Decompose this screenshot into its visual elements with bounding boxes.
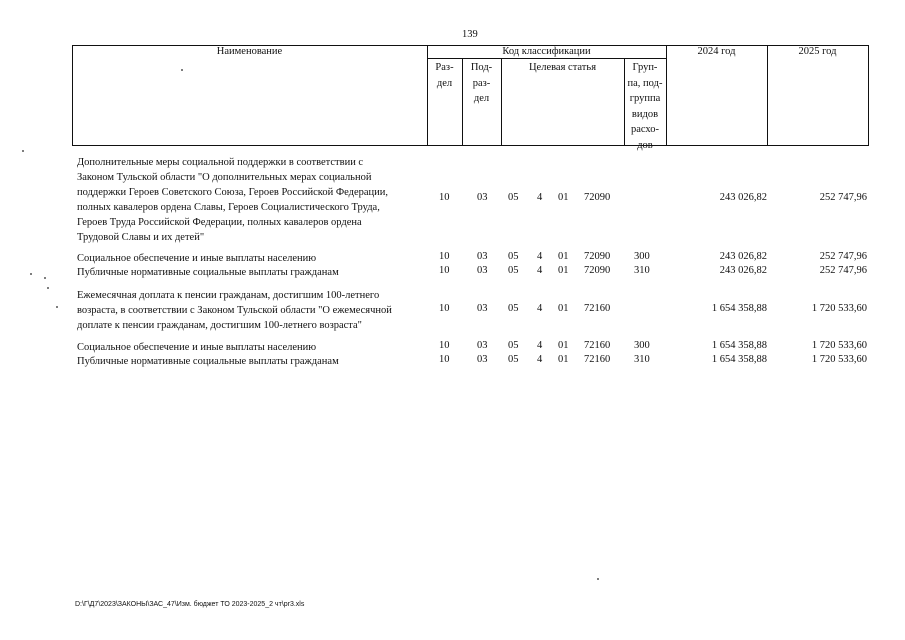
row-2024: 243 026,82	[719, 192, 767, 203]
row-target-4: 72090	[584, 192, 611, 203]
row-2025: 1 720 533,60	[811, 354, 867, 365]
row-name: Дополнительные меры социальной поддержки в соответствии с Законом Тульской области "О дополнительных мерах социальной поддержки Героев Советского Союза, Героев Российской Федерации, полных кавалеров ордена Славы, Героев Социалистического Труда, Героев Труда Российской Федерации, полных кавалеров ордена Трудовой Славы и их детей"	[77, 157, 389, 243]
header-podrazdel: Под- раз- дел	[470, 62, 493, 104]
row-group: 300	[634, 340, 650, 351]
row-name: Социальное обеспечение и иные выплаты населению	[77, 342, 317, 353]
row-razdel: 10	[439, 303, 450, 314]
row-2025: 252 747,96	[819, 192, 867, 203]
row-razdel: 10	[439, 192, 450, 203]
row-razdel: 10	[439, 354, 450, 365]
row-target-1: 05	[508, 303, 519, 314]
row-target-4: 72160	[584, 303, 611, 314]
row-target-3: 01	[558, 265, 569, 276]
row-name: Социальное обеспечение и иные выплаты населению	[77, 253, 317, 264]
row-target-1: 05	[508, 251, 519, 262]
row-target-2: 4	[537, 340, 543, 351]
header-code: Код классификации	[502, 46, 591, 57]
row-target-4: 72160	[584, 340, 611, 351]
row-2024: 243 026,82	[719, 251, 767, 262]
row-razdel: 10	[439, 251, 450, 262]
row-target-1: 05	[508, 192, 519, 203]
row-podrazdel: 03	[477, 192, 488, 203]
page-number: 139	[462, 29, 478, 40]
row-2024: 1 654 358,88	[711, 340, 767, 351]
header-2024: 2024 год	[697, 46, 736, 57]
row-podrazdel: 03	[477, 251, 488, 262]
row-target-1: 05	[508, 340, 519, 351]
row-podrazdel: 03	[477, 354, 488, 365]
row-target-3: 01	[558, 251, 569, 262]
row-name: Публичные нормативные социальные выплаты гражданам	[77, 356, 339, 367]
row-2025: 1 720 533,60	[811, 340, 867, 351]
header-target: Целевая статья	[528, 62, 597, 73]
row-podrazdel: 03	[477, 303, 488, 314]
header-razdel: Раз- дел	[435, 62, 454, 89]
row-target-3: 01	[558, 340, 569, 351]
row-target-2: 4	[537, 265, 543, 276]
row-2024: 243 026,82	[719, 265, 767, 276]
row-target-2: 4	[537, 354, 543, 365]
row-target-3: 01	[558, 192, 569, 203]
row-2025: 252 747,96	[819, 265, 867, 276]
row-name: Публичные нормативные социальные выплаты гражданам	[77, 267, 339, 278]
row-name: Ежемесячная доплата к пенсии гражданам, достигшим 100-летнего возраста, в соответствии с Законом Тульской области "О ежемесячной доплате к пенсии гражданам, достигшим 100-летнего возраста"	[77, 290, 392, 331]
header-name: Наименование	[216, 46, 283, 57]
row-2024: 1 654 358,88	[711, 303, 767, 314]
row-group: 310	[634, 265, 650, 276]
row-2025: 1 720 533,60	[811, 303, 867, 314]
row-target-2: 4	[537, 192, 543, 203]
row-target-2: 4	[537, 251, 543, 262]
row-2025: 252 747,96	[819, 251, 867, 262]
row-podrazdel: 03	[477, 340, 488, 351]
footer-file-path: D:\Г\Д7\2023\ЗАКОНЫ\ЗАС_47\Изм. бюджет ТО 2023-2025_2 чт\pr3.xls	[75, 601, 305, 608]
row-target-4: 72160	[584, 354, 611, 365]
header-group: Груп- па, под- группа видов расхо- дов	[627, 62, 663, 151]
row-target-2: 4	[537, 303, 543, 314]
row-group: 310	[634, 354, 650, 365]
row-target-4: 72090	[584, 251, 611, 262]
row-2024: 1 654 358,88	[711, 354, 767, 365]
row-razdel: 10	[439, 265, 450, 276]
row-podrazdel: 03	[477, 265, 488, 276]
row-target-4: 72090	[584, 265, 611, 276]
row-target-3: 01	[558, 354, 569, 365]
header-2025: 2025 год	[798, 46, 837, 57]
row-target-3: 01	[558, 303, 569, 314]
row-target-1: 05	[508, 265, 519, 276]
row-group: 300	[634, 251, 650, 262]
row-target-1: 05	[508, 354, 519, 365]
row-razdel: 10	[439, 340, 450, 351]
